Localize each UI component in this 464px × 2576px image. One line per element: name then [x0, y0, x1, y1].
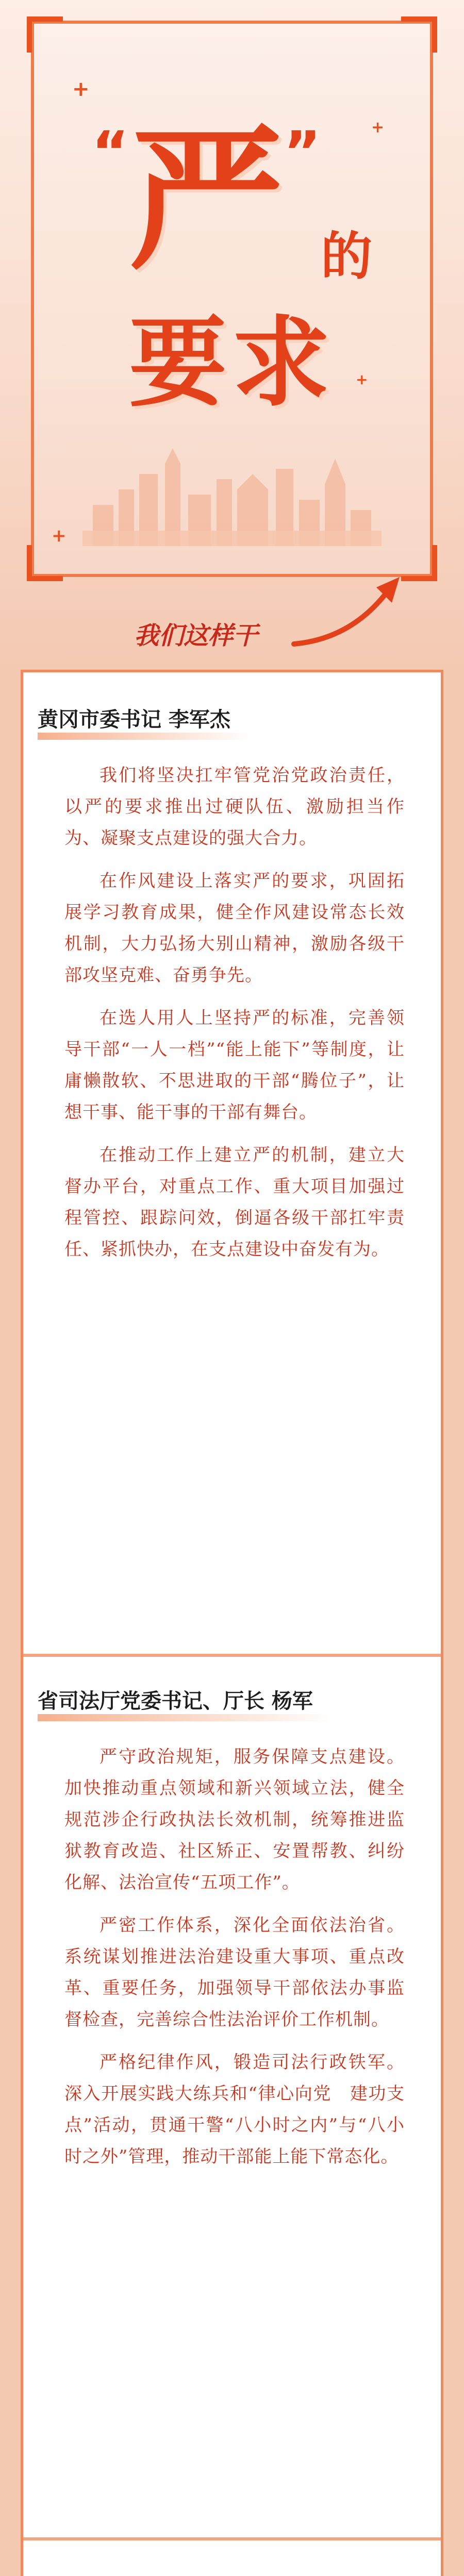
hero-title	[31, 111, 433, 291]
frame-corner	[27, 16, 63, 53]
section-hanchuan	[23, 2573, 441, 2576]
plus-mark-icon: +	[371, 118, 385, 137]
plus-mark-icon: +	[356, 371, 368, 388]
section-heading: 省司法厅党委书记、厅长 杨军	[38, 1685, 313, 1714]
section-paragraphs	[64, 760, 405, 1277]
section-heading: 黄冈市委书记 李军杰	[38, 703, 230, 733]
paragraph: 在选人用人上坚持严的标准，完善领导干部“一人一档”“能上能下”等制度，让庸懒散软、不思进取的干部“腾位子”，让想干事、能干事的干部有舞台。	[64, 1008, 405, 1123]
paragraph: 我们将坚决扛牢管党治党政治责任，以严的要求推出过硬队伍、激励担当作为、凝聚支点建设的强大合力。	[64, 765, 405, 849]
section-paragraphs	[64, 1741, 405, 2184]
section-heading	[38, 2573, 210, 2576]
title-quote-open: “	[91, 119, 129, 185]
frame-corner	[401, 16, 437, 53]
hero-subtitle: 要求	[128, 306, 335, 420]
frame-corner	[27, 545, 63, 581]
title-quote-close: ”	[284, 119, 321, 185]
paragraph: 严密工作体系，深化全面依法治省。系统谋划推进法治建设重大事项、重点改革、重要任务，加强领导干部依法办事监督检查，完善综合性法治评价工作机制。	[64, 1915, 405, 2030]
plus-mark-icon: +	[52, 526, 67, 546]
paragraph: 在推动工作上建立严的机制，建立大督办平台，对重点工作、重大项目加强过程管控、跟踪问效，倒逼各级干部扛牢责任、紧抓快办，在支点建设中奋发有为。	[64, 1145, 405, 1260]
swoosh-arrow-icon	[289, 572, 402, 649]
plus-mark-icon: +	[72, 77, 90, 101]
hero-banner	[0, 0, 464, 670]
section-judicial	[23, 1685, 441, 2535]
paragraph: 严守政治规矩，服务保障支点建设。加快推动重点领域和新兴领域立法，健全规范涉企行政执法长效机制，统筹推进监狱教育改造、社区矫正、安置帮教、纠纷化解、法治宣传“五项工作”。	[64, 1747, 405, 1893]
title-main-character: 严	[129, 111, 284, 291]
paragraph: 在作风建设上落实严的要求，巩固拓展学习教育成果，健全作风建设常态长效机制，大力弘扬大别山精神，激励各级干部攻坚克难、奋勇争先。	[64, 871, 405, 986]
section-huanggang	[23, 703, 441, 1682]
section-divider	[23, 1654, 441, 1657]
paragraph: 严格纪律作风，锻造司法行政铁军。深入开展实践大练兵和“律心向党 建功支点”活动，贯通干警“八小时之内”与“八小时之外”管理，推动干部能上能下常态化。	[64, 2052, 405, 2167]
content-card	[21, 670, 443, 2576]
title-particle: 的	[321, 226, 373, 286]
section-divider	[23, 2537, 441, 2540]
frame-corner	[401, 545, 437, 581]
slogan: 我们这样干	[134, 621, 258, 650]
city-skyline-icon	[82, 443, 382, 546]
